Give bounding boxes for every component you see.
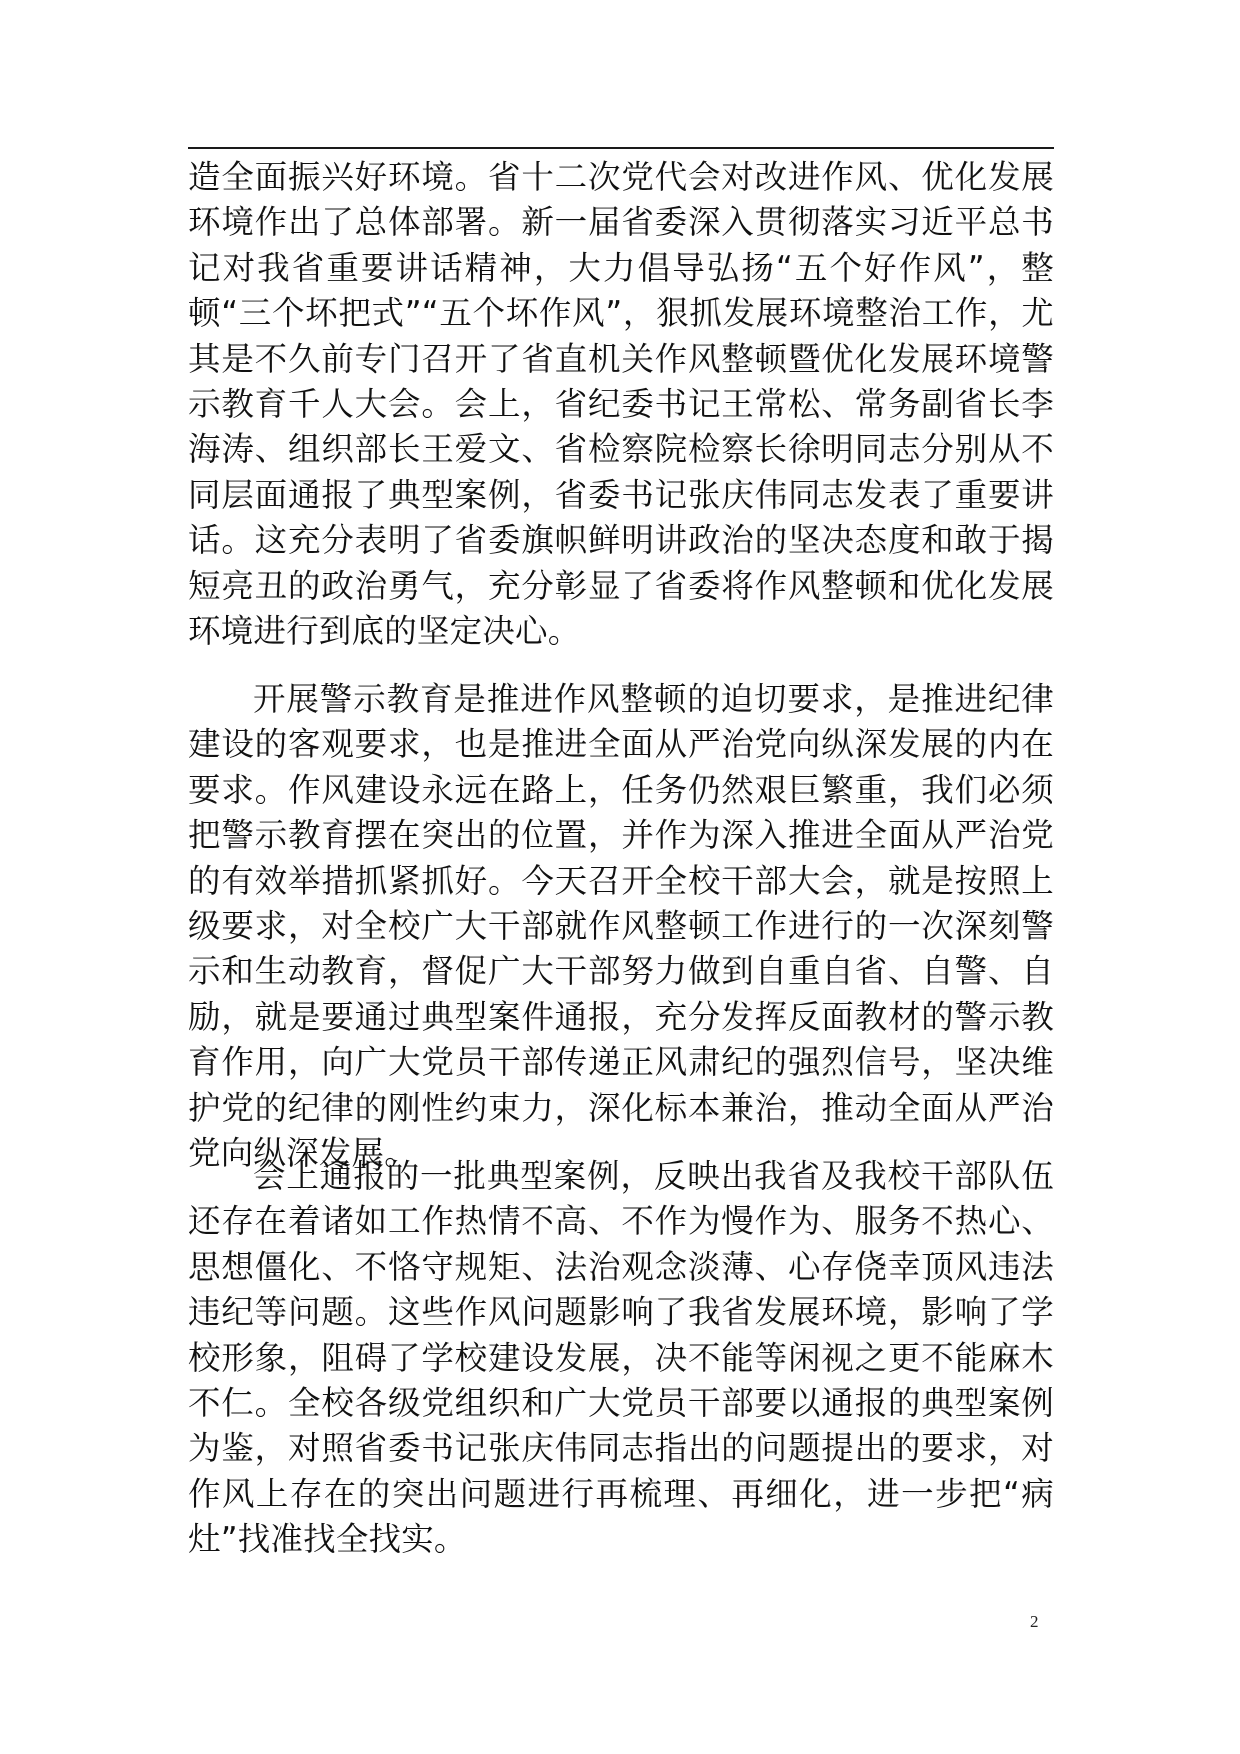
page-number: 2 bbox=[1030, 1612, 1039, 1631]
body-paragraph-2: 开展警示教育是推进作风整顿的迫切要求，是推进纪律建设的客观要求，也是推进全面从严治党向纵深发展的内在要求。作风建设永远在路上，任务仍然艰巨繁重，我们必须把警示教育摆在突出的位置，并作为深入推进全面从严治党的有效举措抓紧抓好。今天召开全校干部大会，就是按照上级要求，对全校广大干部就作风整顿工作进行的一次深刻警示和生动教育，督促广大干部努力做到自重自省、自警、自励，就是要通过典型案件通报，充分发挥反面教材的警示教育作用，向广大党员干部传递正风肃纪的强烈信号，坚决维护党的纪律的刚性约束力，深化标本兼治，推动全面从严治党向纵深发展。 bbox=[188, 680, 1054, 1173]
body-paragraph-3: 会上通报的一批典型案例，反映出我省及我校干部队伍还存在着诸如工作热情不高、不作为慢作为、服务不热心、思想僵化、不恪守规矩、法治观念淡薄、心存侥幸顶风违法违纪等问题。这些作风问题影响了我省发展环境，影响了学校形象，阻碍了学校建设发展，决不能等闲视之更不能麻木不仁。全校各级党组织和广大党员干部要以通报的典型案例为鉴，对照省委书记张庆伟同志指出的问题提出的要求，对作风上存在的突出问题进行再梳理、再细化，进一步把“病灶”找准找全找实。 bbox=[188, 1157, 1054, 1559]
header-rule bbox=[188, 147, 1054, 149]
body-paragraph-1: 造全面振兴好环境。省十二次党代会对改进作风、优化发展环境作出了总体部署。新一届省委深入贯彻落实习近平总书记对我省重要讲话精神，大力倡导弘扬“五个好作风”，整顿“三个坏把式”“五个坏作风”，狠抓发展环境整治工作，尤其是不久前专门召开了省直机关作风整顿暨优化发展环境警示教育千人大会。会上，省纪委书记王常松、常务副省长李海涛、组织部长王爱文、省检察院检察长徐明同志分别从不同层面通报了典型案例，省委书记张庆伟同志发表了重要讲话。这充分表明了省委旗帜鲜明讲政治的坚决态度和敢于揭短亮丑的政治勇气，充分彰显了省委将作风整顿和优化发展环境进行到底的坚定决心。 bbox=[188, 158, 1054, 651]
